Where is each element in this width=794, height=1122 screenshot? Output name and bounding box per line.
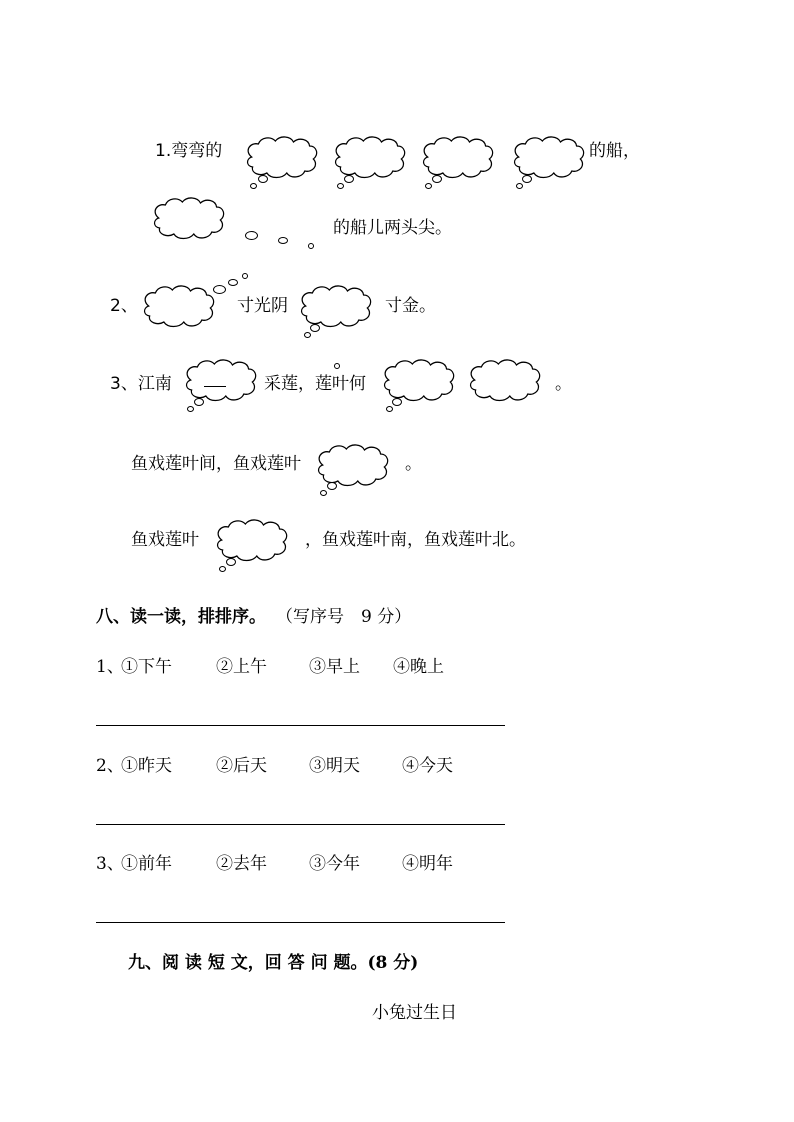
- q3-line3-prefix: 鱼戏莲叶: [131, 530, 199, 550]
- story-title: 小兔过生日: [372, 1003, 457, 1023]
- q3-line2-end: 。: [405, 454, 422, 474]
- thought-bubble-dot: [516, 183, 523, 189]
- answer-cloud-blank[interactable]: [246, 137, 320, 179]
- row2-item: ④今天: [402, 756, 453, 776]
- thought-bubble-dot: [258, 175, 268, 183]
- answer-cloud-blank[interactable]: [513, 137, 587, 179]
- thought-bubble-dot: [334, 363, 340, 369]
- thought-bubble-dot: [194, 398, 204, 406]
- answer-cloud-blank[interactable]: [216, 520, 290, 562]
- thought-bubble-dot: [320, 490, 327, 496]
- row3-item: ④明年: [402, 854, 453, 874]
- q3-end-text: 。: [555, 374, 572, 394]
- q1-line1-prefix: 1.弯弯的: [155, 141, 223, 161]
- q1-line1-suffix: 的船，: [589, 141, 640, 161]
- answer-cloud-blank[interactable]: [317, 445, 391, 487]
- row2-item: ②后天: [216, 756, 267, 776]
- row1-item: ②上午: [216, 657, 267, 677]
- thought-bubble-dot: [304, 332, 311, 338]
- thought-bubble-dot: [522, 175, 532, 183]
- row3-number: 3、: [96, 854, 124, 874]
- thought-bubble-dot: [310, 324, 320, 332]
- thought-bubble-dot: [187, 406, 194, 412]
- thought-bubble-dot: [392, 398, 402, 406]
- answer-cloud-blank[interactable]: [185, 360, 259, 402]
- section8-title: 八、读一读，排排序。: [96, 607, 266, 627]
- q2-number: 2、: [110, 296, 138, 316]
- row2-item: ③明天: [309, 756, 360, 776]
- row3-item: ②去年: [216, 854, 267, 874]
- thought-bubble-dot: [250, 183, 257, 189]
- thought-bubble-dot: [242, 273, 248, 279]
- answer-line[interactable]: [96, 922, 505, 923]
- section8-score-note: （写序号 9 分）: [276, 607, 412, 627]
- row1-item: ③早上: [309, 657, 360, 677]
- thought-bubble-dot: [344, 175, 354, 183]
- row1-item: ①下午: [121, 657, 172, 677]
- thought-bubble-dot: [432, 175, 442, 183]
- answer-cloud-blank[interactable]: [383, 360, 457, 402]
- thought-bubble-dot: [228, 279, 238, 286]
- thought-bubble-dot: [337, 183, 344, 189]
- q1-line2-suffix: 的船儿两头尖。: [333, 218, 452, 238]
- row2-item: ①昨天: [121, 756, 172, 776]
- row1-item: ④晚上: [393, 657, 444, 677]
- answer-cloud-blank[interactable]: [422, 137, 496, 179]
- q3-number: 3、江南: [110, 374, 172, 394]
- section9-title: 九、阅 读 短 文，回 答 问 题。(8 分): [128, 953, 419, 973]
- thought-bubble-dot: [219, 566, 226, 572]
- thought-bubble-dot: [278, 237, 288, 244]
- answer-cloud-blank[interactable]: [153, 198, 227, 240]
- row1-number: 1、: [96, 657, 124, 677]
- answer-cloud-blank[interactable]: [300, 286, 374, 328]
- blank-underline: [204, 386, 226, 387]
- answer-cloud-blank[interactable]: [469, 360, 543, 402]
- thought-bubble-dot: [425, 183, 432, 189]
- answer-cloud-blank[interactable]: [334, 137, 408, 179]
- q3-middle-text: 采莲，莲叶何: [264, 374, 366, 394]
- q3-line2-prefix: 鱼戏莲叶间，鱼戏莲叶: [131, 454, 301, 474]
- thought-bubble-dot: [327, 482, 337, 490]
- thought-bubble-dot: [213, 285, 226, 294]
- thought-bubble-dot: [386, 406, 393, 412]
- answer-line[interactable]: [96, 824, 505, 825]
- q2-end-text: 寸金。: [385, 296, 436, 316]
- row2-number: 2、: [96, 756, 124, 776]
- thought-bubble-dot: [245, 231, 258, 240]
- thought-bubble-dot: [308, 243, 314, 249]
- row3-item: ①前年: [121, 854, 172, 874]
- answer-line[interactable]: [96, 725, 505, 726]
- q2-middle-text: 寸光阴: [237, 296, 288, 316]
- answer-cloud-blank[interactable]: [143, 286, 217, 328]
- row3-item: ③今年: [309, 854, 360, 874]
- q3-line3-suffix: ，鱼戏莲叶南，鱼戏莲叶北。: [305, 530, 526, 550]
- thought-bubble-dot: [226, 558, 236, 566]
